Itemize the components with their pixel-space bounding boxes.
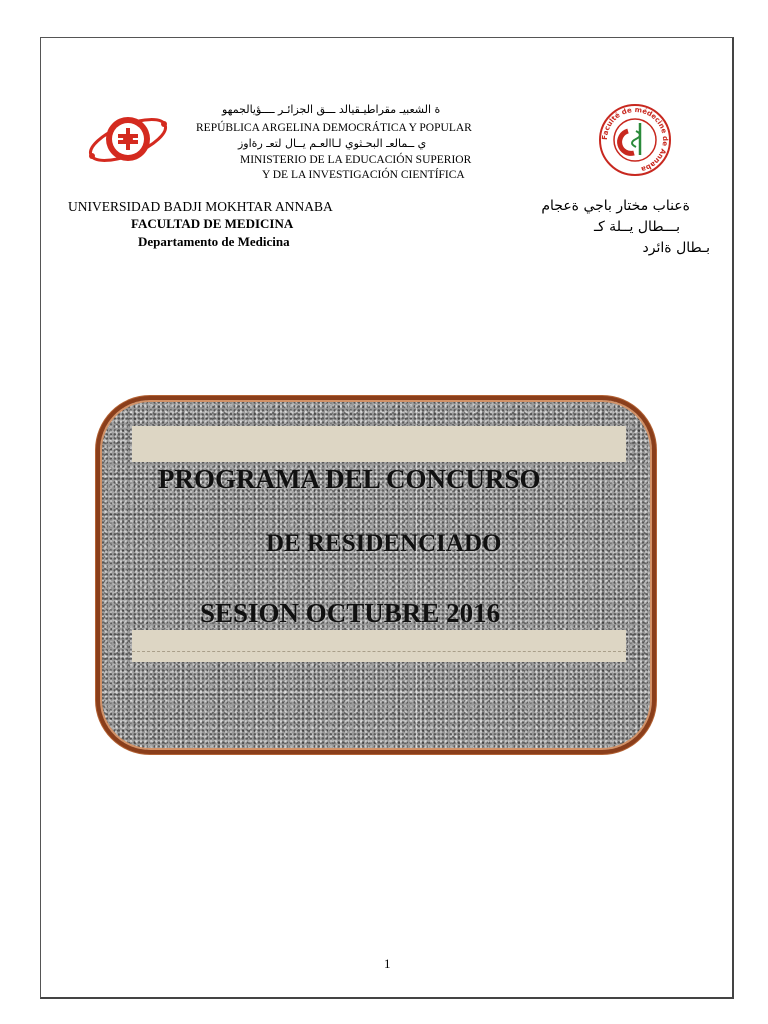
faculty-name: FACULTAD DE MEDICINA xyxy=(131,216,294,231)
page-number: 1 xyxy=(384,956,391,971)
header-arabic-line-1: ة الشعبيـ مقراطيـقيالد ـــق الجزائـر ــــؤيالجمهو xyxy=(222,103,441,116)
department-name: Departamento de Medicina xyxy=(138,234,290,249)
seal-text: Faculté de médecine de Annaba xyxy=(600,105,670,174)
arabic-faculty-name: بـــطال يــلة كـ xyxy=(593,219,680,235)
banner-title-line-3: SESION OCTUBRE 2016 xyxy=(200,598,501,628)
banner-title-line-1: PROGRAMA DEL CONCURSO xyxy=(158,464,541,494)
header-republic-name: REPÚBLICA ARGELINA DEMOCRÁTICA Y POPULAR xyxy=(196,122,472,134)
arabic-department-name: بـطال ةائرد xyxy=(642,240,710,256)
banner-top-bar xyxy=(132,426,626,462)
arabic-university-name: ةعناب مختار باجي ةعجام xyxy=(541,198,690,214)
university-logo-icon xyxy=(84,106,172,172)
header-ministry-line-1: MINISTERIO DE LA EDUCACIÓN SUPERIOR xyxy=(240,154,472,166)
university-name: UNIVERSIDAD BADJI MOKHTAR ANNABA xyxy=(68,199,333,214)
header-arabic-line-2: ي ــمالعـ البحـثوي لـاالعـم يــال لتعـ رةاوز xyxy=(238,137,427,150)
banner-bottom-bar xyxy=(132,630,626,662)
title-banner xyxy=(96,396,656,754)
banner-title-line-2: DE RESIDENCIADO xyxy=(266,530,502,557)
header-ministry-line-2: Y DE LA INVESTIGACIÓN CIENTÍFICA xyxy=(262,169,465,181)
faculty-seal-icon xyxy=(598,103,672,177)
